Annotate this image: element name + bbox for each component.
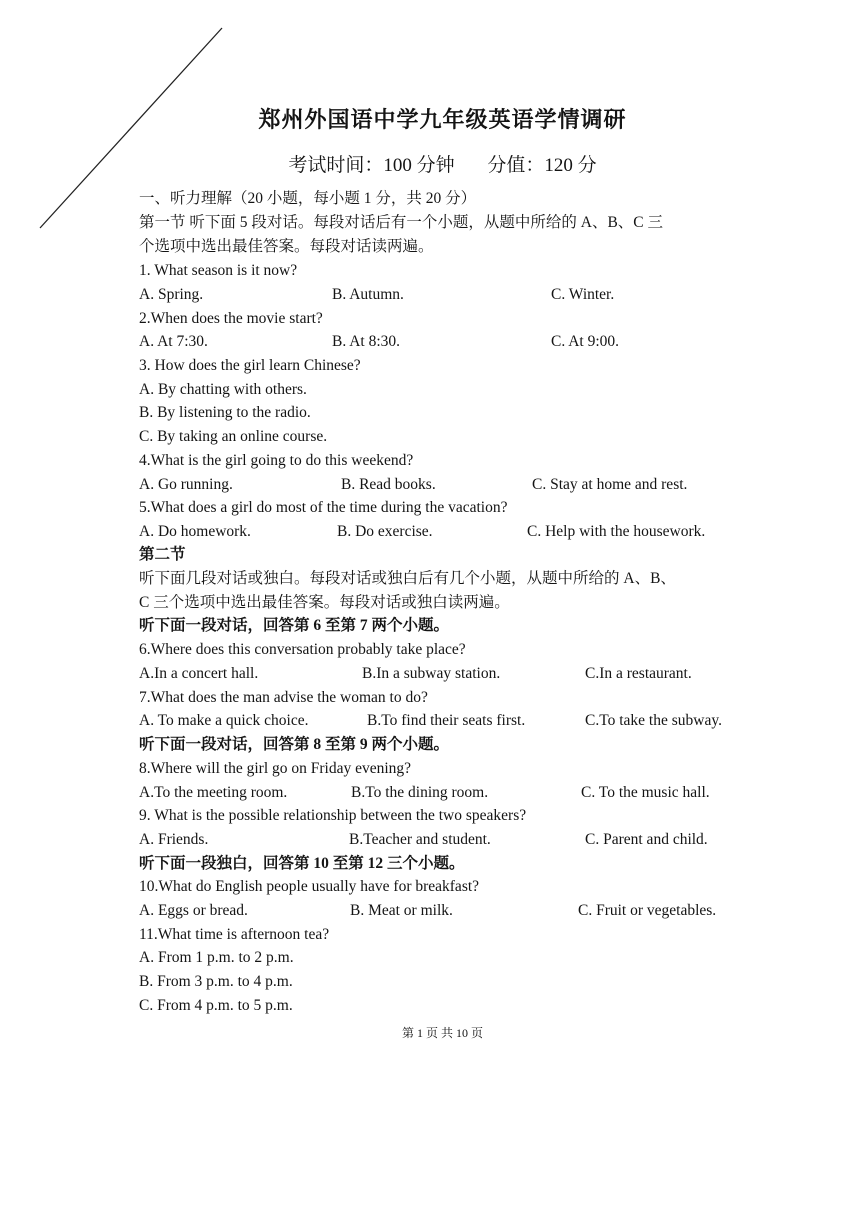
q6-option-c: C.In a restaurant.: [585, 665, 692, 682]
dialog-8-9-instruction: 听下面一段对话，回答第 8 至第 9 两个小题。: [139, 736, 450, 753]
q7-option-c: C.To take the subway.: [585, 712, 722, 729]
q10-option-a: A. Eggs or bread.: [139, 902, 248, 919]
q3-option-a: A. By chatting with others.: [139, 381, 307, 398]
exam-score: 分值：120 分: [487, 155, 597, 176]
exam-time: 考试时间：100 分钟: [288, 155, 455, 176]
q4-option-c: C. Stay at home and rest.: [532, 476, 688, 493]
part1-instructions-2: 个选项中选出最佳答案。每段对话读两遍。: [139, 238, 434, 255]
exam-title: 郑州外国语中学九年级英语学情调研: [258, 107, 627, 132]
question-5: 5.What does a girl do most of the time during the vacation?: [139, 499, 508, 516]
monologue-10-12-instruction: 听下面一段独白，回答第 10 至第 12 三个小题。: [139, 855, 465, 872]
question-7: 7.What does the man advise the woman to do?: [139, 689, 428, 706]
question-10: 10.What do English people usually have for breakfast?: [139, 878, 480, 895]
q1-option-c: C. Winter.: [551, 286, 615, 303]
q2-option-b: B. At 8:30.: [332, 333, 401, 350]
question-11: 11.What time is afternoon tea?: [139, 926, 330, 943]
q6-option-a: A.In a concert hall.: [139, 665, 259, 682]
q5-option-a: A. Do homework.: [139, 523, 251, 540]
part2-instructions-1: 听下面几段对话或独白。每段对话或独白后有几个小题，从题中所给的 A、B、: [139, 570, 676, 587]
part1-instructions-1: 第一节 听下面 5 段对话。每段对话后有一个小题，从题中所给的 A、B、C 三: [139, 214, 663, 231]
q11-option-b: B. From 3 p.m. to 4 p.m.: [139, 973, 293, 990]
q11-option-c: C. From 4 p.m. to 5 p.m.: [139, 997, 293, 1014]
question-1: 1. What season is it now?: [139, 262, 298, 279]
q7-option-b: B.To find their seats first.: [367, 712, 526, 729]
question-8: 8.Where will the girl go on Friday evening?: [139, 760, 412, 777]
q3-option-b: B. By listening to the radio.: [139, 404, 311, 421]
q3-option-c: C. By taking an online course.: [139, 428, 328, 445]
page-number-footer: 第 1 页 共 10 页: [401, 1026, 483, 1040]
q2-option-c: C. At 9:00.: [551, 333, 620, 350]
q8-option-b: B.To the dining room.: [351, 784, 489, 801]
q9-option-c: C. Parent and child.: [585, 831, 708, 848]
section1-heading: 一、听力理解（20 小题，每小题 1 分，共 20 分）: [139, 190, 477, 207]
question-3: 3. How does the girl learn Chinese?: [139, 357, 361, 374]
q1-option-b: B. Autumn.: [332, 286, 404, 303]
q2-option-a: A. At 7:30.: [139, 333, 208, 350]
part2-instructions-2: C 三个选项中选出最佳答案。每段对话或独白读两遍。: [139, 594, 510, 611]
q10-option-b: B. Meat or milk.: [350, 902, 453, 919]
q8-option-a: A.To the meeting room.: [139, 784, 288, 801]
q10-option-c: C. Fruit or vegetables.: [578, 902, 717, 919]
q4-option-b: B. Read books.: [341, 476, 436, 493]
question-2: 2.When does the movie start?: [139, 310, 323, 327]
q8-option-c: C. To the music hall.: [581, 784, 710, 801]
q9-option-a: A. Friends.: [139, 831, 209, 848]
part2-heading: 第二节: [139, 546, 186, 563]
q9-option-b: B.Teacher and student.: [349, 831, 491, 848]
exam-info: [0, 150, 867, 177]
q5-option-c: C. Help with the housework.: [527, 523, 706, 540]
q7-option-a: A. To make a quick choice.: [139, 712, 309, 729]
q5-option-b: B. Do exercise.: [337, 523, 433, 540]
question-6: 6.Where does this conversation probably take place?: [139, 641, 466, 658]
dialog-6-7-instruction: 听下面一段对话，回答第 6 至第 7 两个小题。: [139, 617, 450, 634]
question-4: 4.What is the girl going to do this weekend?: [139, 452, 414, 469]
q4-option-a: A. Go running.: [139, 476, 233, 493]
q11-option-a: A. From 1 p.m. to 2 p.m.: [139, 949, 294, 966]
question-9: 9. What is the possible relationship between the two speakers?: [139, 807, 527, 824]
q6-option-b: B.In a subway station.: [362, 665, 501, 682]
q1-option-a: A. Spring.: [139, 286, 204, 303]
